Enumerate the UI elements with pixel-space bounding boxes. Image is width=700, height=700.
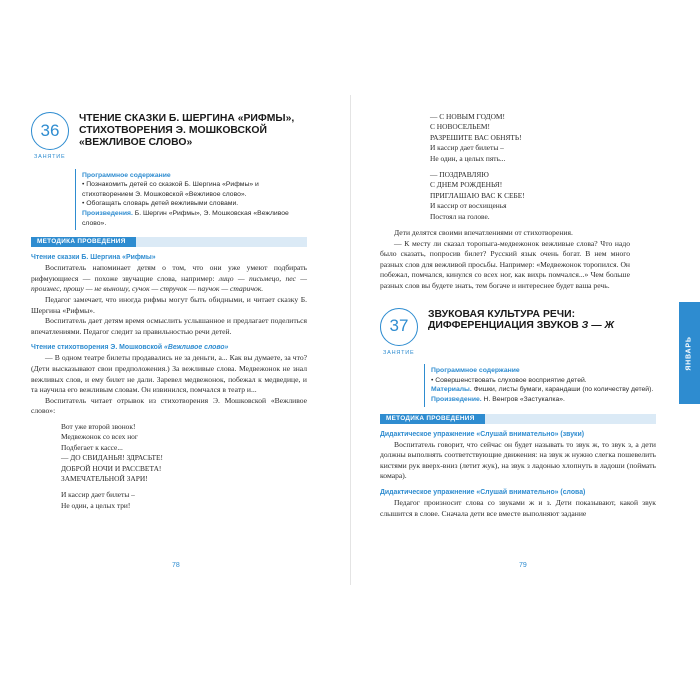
program-heading: Программное содержание bbox=[431, 367, 520, 375]
paragraph: Воспитатель дает детям время осмыслить услышанное и предлагает поделиться впечатлениями. Педагог следит за правильностью речи детей. bbox=[31, 316, 307, 336]
section-title: Чтение сказки Б. Шергина «Рифмы» bbox=[31, 254, 156, 262]
materials-line: Материалы. Фишки, листы бумаги, карандаши (по количеству детей). bbox=[431, 386, 654, 394]
program-box bbox=[424, 364, 656, 406]
lesson-label: ЗАНЯТИЕ bbox=[34, 154, 66, 160]
lesson-label: ЗАНЯТИЕ bbox=[383, 349, 415, 356]
page-number-right: 79 bbox=[519, 562, 527, 569]
program-item: • Совершенствовать слуховое восприятие детей. bbox=[431, 376, 587, 384]
left-page bbox=[31, 112, 307, 511]
paragraph: — В одном театре билеты продавались не за деньги, а... Как вы думаете, за что? (Дети высказывают свои предположения.) За вежливые слова. Медвежонок не знал вежливых слов, и ему билет не дали. Заревел медвежонок, побежал к медведице, и та научила его вежливым словам. Он извинился, помчался в театр и... bbox=[31, 353, 307, 395]
lesson-title: ЗВУКОВАЯ КУЛЬТУРА РЕЧИ: ДИФФЕРЕНЦИАЦИЯ ЗВУКОВ З — Ж bbox=[428, 308, 615, 332]
program-box bbox=[75, 169, 307, 231]
poem-stanza: Вот уже второй звонок! Медвежонок со всех ног Подбегает к кассе... — ДО СВИДАНЬЯ! ЗДРАСЬТЕ! ДОБРОЙ НОЧИ И РАССВЕТА! ЗАМЕЧАТЕЛЬНОЙ ЗАРИ! И кассир дает билеты – Не один, а целых три! bbox=[61, 421, 163, 510]
section-title: Чтение стихотворения Э. Мошковской «Вежливое слово» bbox=[31, 344, 229, 352]
lesson-number-badge: 36 bbox=[31, 112, 69, 150]
paragraph: Педагог произносит слова со звуками ж и з. Дети показывают, какой звук слышится в слове. Сначала дети все вместе выполняют задание bbox=[380, 497, 656, 518]
work-line: Произведение. Н. Венгров «Застукалка». bbox=[431, 396, 565, 403]
right-page bbox=[380, 112, 656, 519]
method-stripe: МЕТОДИКА ПРОВЕДЕНИЯ bbox=[31, 237, 307, 247]
program-item: • Познакомить детей со сказкой Б. Шергина «Рифмы» и стихотворением Э. Мошковской «Вежливое слово». bbox=[82, 181, 259, 198]
exercise-title: Дидактическое упражнение «Слушай внимательно» (звуки) bbox=[380, 430, 585, 438]
method-stripe: МЕТОДИКА ПРОВЕДЕНИЯ bbox=[380, 414, 656, 424]
page-number-left: 78 bbox=[172, 562, 180, 569]
paragraph: — К месту ли сказал торопыга-медвежонок вежливые слова? Что надо было сказать, попросив билет? Русский язык очень богат. В нем много разных слов для вежливой просьбы. Например: «Медвежонок торопился. Он побежал, помчался, кинулся со всех ног, как вихрь помчался...» Чем больше разных слов вы будете знать, тем богаче и интереснее будет ваша речь. bbox=[380, 238, 630, 291]
paragraph: Воспитатель читает отрывок из стихотворения Э. Мошковской «Вежливое слово»: bbox=[31, 395, 307, 416]
lesson-title: ЧТЕНИЕ СКАЗКИ Б. ШЕРГИНА «РИФМЫ», СТИХОТВОРЕНИЯ Э. МОШКОВСКОЙ «ВЕЖЛИВОЕ СЛОВО» bbox=[79, 113, 295, 148]
month-tab: ЯНВАРЬ bbox=[679, 302, 700, 404]
paragraph: Воспитатель напоминает детям о том, что они уже умеют подбирать рифмующиеся — похоже звучащие слова, например: лицо — письмецо, пес — произнес, прошу — не выношу, сучок — стручок — паучок — старичок. bbox=[31, 263, 307, 294]
program-heading: Программное содержание bbox=[82, 171, 171, 179]
paragraph: Дети делятся своими впечатлениями от стихотворения. bbox=[394, 228, 573, 238]
exercise-title: Дидактическое упражнение «Слушай внимательно» (слова) bbox=[380, 488, 586, 496]
lesson-37-header bbox=[380, 308, 656, 359]
page-fold bbox=[350, 95, 351, 585]
lesson-number-badge: 37 bbox=[380, 308, 418, 346]
program-item: • Обогащать словарь детей вежливыми словами. bbox=[82, 200, 239, 208]
paragraph: Педагог замечает, что иногда рифмы могут быть обидными, и читает сказку Б. Шергина «Рифмы». bbox=[31, 294, 307, 315]
poem-stanza: — С НОВЫМ ГОДОМ! С НОВОСЕЛЬЕМ! РАЗРЕШИТЕ ВАС ОБНЯТЬ! И кассир дает билеты – Не один, а целых пять... — ПОЗДРАВЛЯЮ С ДНЕМ РОЖДЕНЬЯ! ПРИГЛАШАЮ ВАС К СЕБЕ! И кассир от восхищенья Постоял на голове. bbox=[430, 112, 525, 221]
paragraph: Воспитатель говорит, что сейчас он будет называть то звук ж, то звук з, а дети должны выполнять соответствующие движения: на звук ж нужно слегка пошевелить кистями рук вверх-вниз (летит жук), на звук з ладонью хлопнуть в ладоши (поймать комара). bbox=[380, 439, 656, 481]
works-line: Произведения. Б. Шергин «Рифмы», Э. Мошковская «Вежливое слово». bbox=[82, 209, 289, 227]
lesson-36-header bbox=[31, 112, 307, 163]
